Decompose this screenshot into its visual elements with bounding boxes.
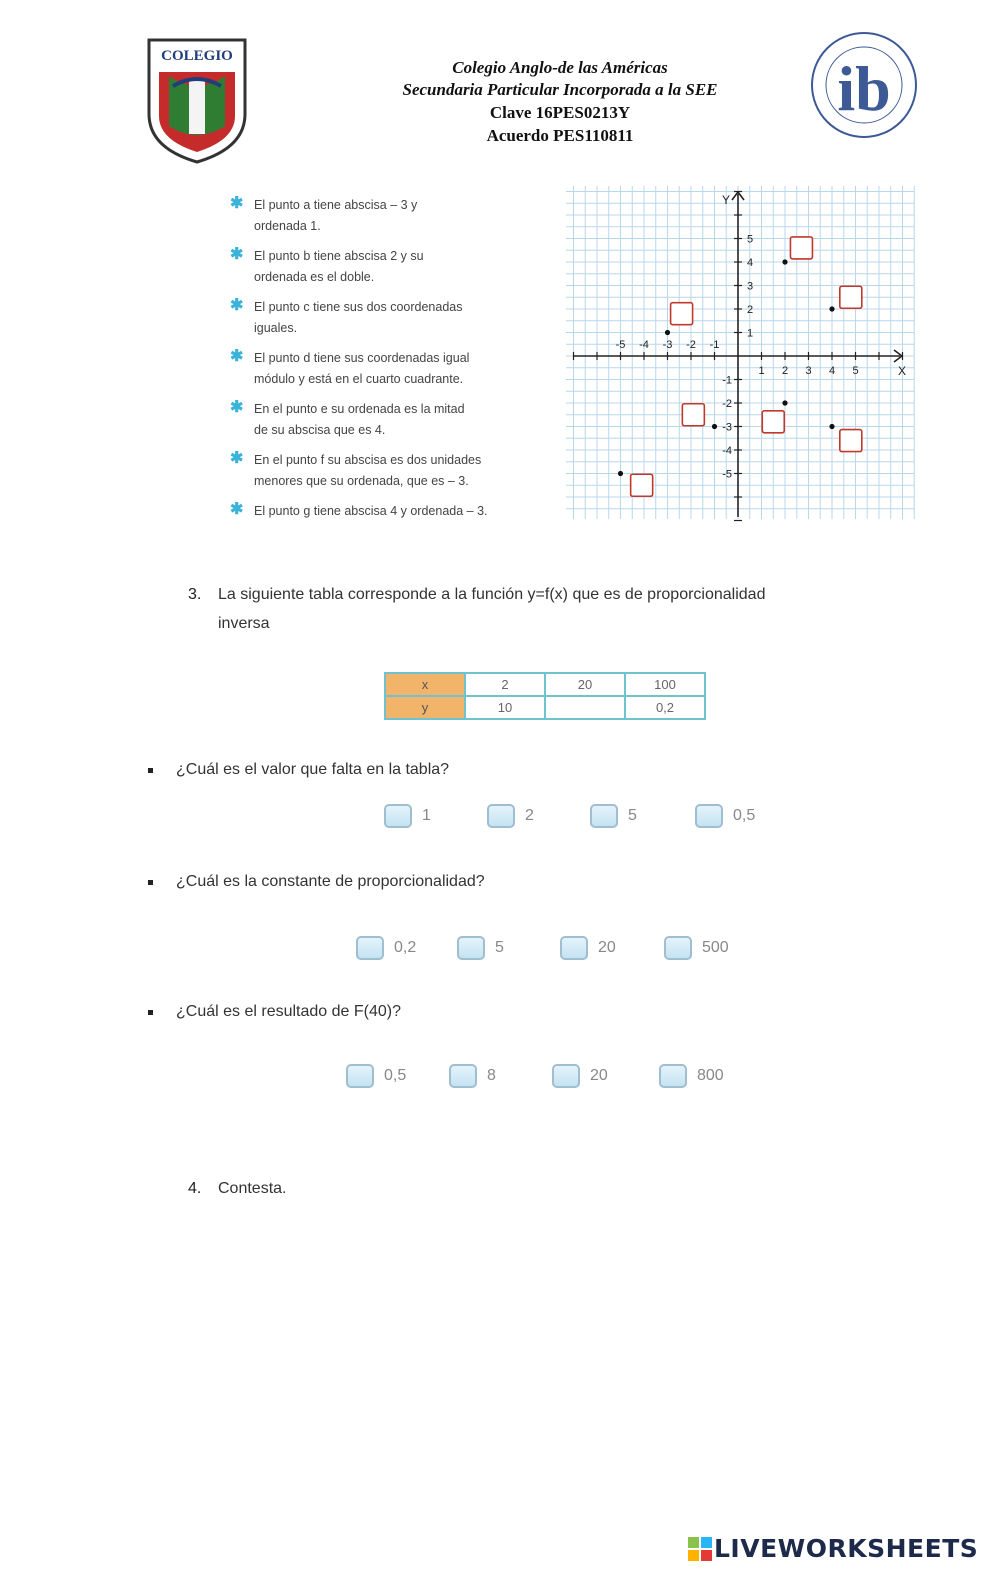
checkbox[interactable] <box>560 936 588 960</box>
checkbox[interactable] <box>590 804 618 828</box>
point <box>829 424 834 429</box>
option-f40-1[interactable] <box>346 1061 406 1091</box>
y-axis-label: Y <box>721 193 731 207</box>
option-label: 0,5 <box>733 807 756 824</box>
header-line-4: Acuerdo PES110811 <box>486 126 634 145</box>
svg-text:COLEGIO: COLEGIO <box>161 48 233 64</box>
liveworksheets-logo <box>688 1534 978 1563</box>
x-tick-label: 3 <box>805 365 812 377</box>
option-constant-1[interactable] <box>356 933 416 963</box>
table-header-y: y <box>385 696 465 719</box>
y-tick-label: -3 <box>722 421 732 434</box>
bullet-icon <box>148 768 153 773</box>
x-tick-label: 5 <box>852 365 859 377</box>
statement-line: El punto g tiene abscisa 4 y ordenada – 3. <box>254 504 488 518</box>
statement-line: El punto a tiene abscisa – 3 y <box>254 198 418 212</box>
x-tick-label: -1 <box>709 339 720 351</box>
y-tick-label: 1 <box>747 327 754 340</box>
option-label: 800 <box>697 1067 724 1084</box>
checkbox[interactable] <box>449 1064 477 1088</box>
question-3-text-line-2: inversa <box>218 615 270 632</box>
asterisk-icon: ✱ <box>230 297 244 314</box>
question-f40: ¿Cuál es el resultado de F(40)? <box>176 1003 401 1020</box>
option-label: 0,2 <box>394 939 417 956</box>
statement-line: El punto d tiene sus coordenadas igual <box>254 351 470 365</box>
asterisk-icon: ✱ <box>230 450 244 467</box>
statement-line: ordenada 1. <box>254 219 321 233</box>
option-label: 1 <box>422 807 431 824</box>
option-constant-3[interactable] <box>560 933 616 963</box>
statement-e <box>230 399 520 441</box>
asterisk-icon: ✱ <box>230 246 244 263</box>
statement-c <box>230 297 520 339</box>
y-tick-label: -1 <box>722 374 732 387</box>
table-row-y <box>385 696 705 719</box>
table-row-x <box>385 673 705 696</box>
table-cell: 20 <box>545 673 625 696</box>
option-label: 20 <box>598 939 616 956</box>
checkbox[interactable] <box>552 1064 580 1088</box>
answer-box[interactable] <box>671 303 693 325</box>
statement-line: módulo y está en el cuarto cuadrante. <box>254 372 464 386</box>
question-constant: ¿Cuál es la constante de proporcionalidad? <box>176 873 485 890</box>
y-tick-label: -5 <box>722 468 732 481</box>
point <box>782 259 787 264</box>
checkbox[interactable] <box>659 1064 687 1088</box>
checkbox[interactable] <box>457 936 485 960</box>
statement-line: En el punto f su abscisa es dos unidades <box>254 453 482 467</box>
header-line-2: Secundaria Particular Incorporada a la SEE <box>402 80 718 99</box>
checkbox[interactable] <box>346 1064 374 1088</box>
statement-line: En el punto e su ordenada es la mitad <box>254 402 465 416</box>
footer-brand: LIVEWORKSHEETS <box>714 1534 979 1563</box>
statement-b <box>230 246 520 288</box>
y-tick-label: 4 <box>747 257 754 269</box>
answer-box[interactable] <box>840 430 862 452</box>
checkbox[interactable] <box>664 936 692 960</box>
option-f40-4[interactable] <box>659 1061 724 1091</box>
answer-box[interactable] <box>790 237 812 259</box>
asterisk-icon: ✱ <box>230 399 244 416</box>
table-cell: 10 <box>465 696 545 719</box>
bullet-icon <box>148 880 153 885</box>
option-f40-2[interactable] <box>449 1061 496 1091</box>
option-missing-2[interactable] <box>487 801 534 831</box>
asterisk-icon: ✱ <box>230 348 244 365</box>
option-label: 0,5 <box>384 1067 407 1084</box>
y-tick-label: -2 <box>722 398 732 410</box>
option-label: 5 <box>628 807 637 824</box>
answer-box[interactable] <box>762 411 784 433</box>
x-tick-label: -4 <box>639 339 649 351</box>
statement-line: iguales. <box>254 321 298 335</box>
school-crest-logo <box>145 36 249 166</box>
statement-g <box>230 501 520 522</box>
checkbox[interactable] <box>384 804 412 828</box>
statement-f <box>230 450 520 492</box>
statement-a <box>230 195 520 237</box>
answer-box[interactable] <box>631 474 653 496</box>
table-header-x: x <box>385 673 465 696</box>
y-tick-label: -4 <box>722 445 732 457</box>
table-cell: 2 <box>465 673 545 696</box>
header-line-3: Clave 16PES0213Y <box>489 103 631 122</box>
statement-line: de su abscisa que es 4. <box>254 423 386 437</box>
question-4-number: 4. <box>188 1180 202 1197</box>
statement-line: El punto c tiene sus dos coordenadas <box>254 300 463 314</box>
option-constant-4[interactable] <box>664 933 729 963</box>
option-label: 8 <box>487 1067 496 1084</box>
y-tick-label: 3 <box>747 280 754 293</box>
answer-box[interactable] <box>840 286 862 308</box>
option-missing-3[interactable] <box>590 801 637 831</box>
table-cell-missing[interactable] <box>545 696 625 719</box>
question-missing-value: ¿Cuál es el valor que falta en la tabla? <box>176 761 450 778</box>
point <box>618 471 623 476</box>
values-table <box>384 672 706 720</box>
x-tick-label: 1 <box>758 365 765 377</box>
option-f40-3[interactable] <box>552 1061 608 1091</box>
option-constant-2[interactable] <box>457 933 504 963</box>
bullet-icon <box>148 1010 153 1015</box>
checkbox[interactable] <box>356 936 384 960</box>
header-line-1: Colegio Anglo-de las Américas <box>452 58 668 77</box>
svg-text:ib: ib <box>837 53 891 124</box>
question-4-text: Contesta. <box>218 1180 287 1197</box>
statement-line: ordenada es el doble. <box>254 270 375 284</box>
point <box>665 330 670 335</box>
point <box>829 306 834 311</box>
option-label: 20 <box>590 1067 608 1084</box>
x-tick-label: 4 <box>828 365 836 377</box>
option-missing-4[interactable] <box>695 801 755 831</box>
option-missing-1[interactable] <box>384 801 431 831</box>
y-tick-label: 5 <box>747 233 754 246</box>
x-tick-label: 2 <box>781 365 789 377</box>
option-label: 5 <box>495 939 504 956</box>
x-tick-label: -2 <box>686 339 696 351</box>
answer-box[interactable] <box>682 404 704 426</box>
option-label: 2 <box>525 807 534 824</box>
option-label: 500 <box>702 939 729 956</box>
table-cell: 0,2 <box>625 696 705 719</box>
liveworksheets-icon <box>688 1537 712 1561</box>
statement-d <box>230 348 520 390</box>
x-tick-label: -5 <box>615 339 626 351</box>
x-axis-label: X <box>897 364 907 378</box>
table-cell: 100 <box>625 673 705 696</box>
ib-world-school-logo <box>806 30 922 140</box>
question-3-text-line-1: La siguiente tabla corresponde a la función y=f(x) que es de proporcionalidad <box>218 586 766 603</box>
x-tick-label: -3 <box>662 339 673 351</box>
asterisk-icon: ✱ <box>230 501 244 518</box>
checkbox[interactable] <box>487 804 515 828</box>
coordinate-plane <box>560 180 920 525</box>
checkbox[interactable] <box>695 804 723 828</box>
point <box>782 400 787 405</box>
question-3-number: 3. <box>188 586 202 603</box>
point <box>712 424 717 429</box>
statement-line: menores que su ordenada, que es – 3. <box>254 474 469 488</box>
statement-line: El punto b tiene abscisa 2 y su <box>254 249 424 263</box>
asterisk-icon: ✱ <box>230 195 244 212</box>
y-tick-label: 2 <box>747 304 754 316</box>
